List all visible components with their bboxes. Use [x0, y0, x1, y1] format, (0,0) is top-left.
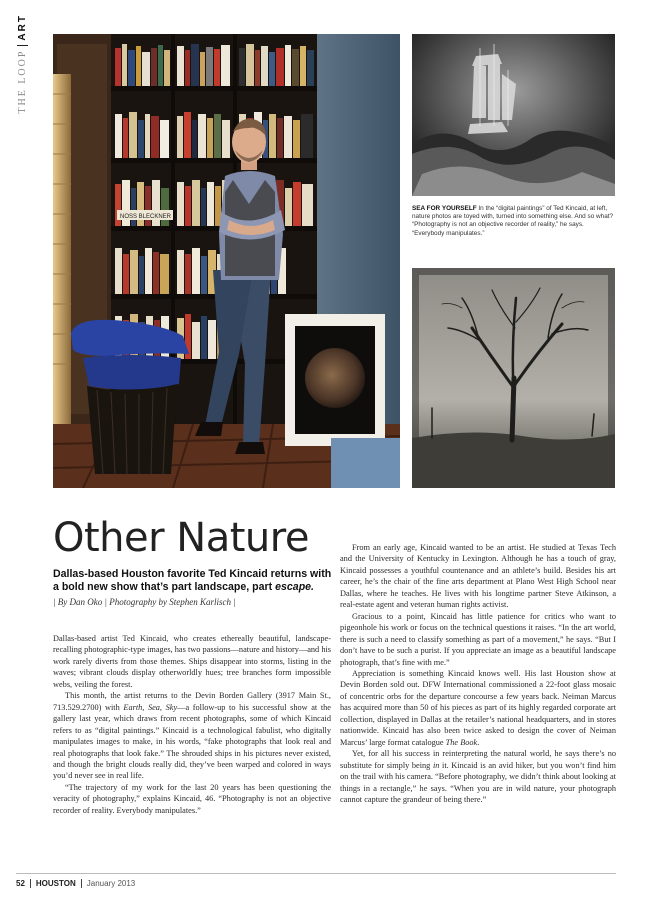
- section-divider: [17, 45, 28, 46]
- body-paragraph: Yet, for all his success in reinterpreting the natural world, he says there’s no substitute for simply being in it. Kincaid is an avid hiker, but you won’t find him on the trail with his camera. “Before photography, we didn’t think about looking at things in a rectangle,” he says. “When you are in wild nature, your photograph cannot capture the grandeur of being there.”: [340, 749, 616, 804]
- bare-tree-photo: [412, 268, 615, 488]
- body-paragraph: This month, the artist returns to the Devin Borden Gallery (3917 Main St., 713.529.2700) with Earth, Sea, Sky—a follow-up to his successful show at the gallery last year, which draws from recent photographs, some of which Kincaid refers to as “digital paintings.” Kincaid is a technological fabulist, who digitally manipulates images to make, in his words, “fake photographs that look real and real photographs that look fake.” The shrouded ships in his pictures never existed, and though the bright clouds really did, they’ve been warped and colored in ways you’d never see in real life.: [53, 691, 331, 781]
- byline-divider: |: [230, 597, 236, 607]
- byline: [53, 597, 343, 607]
- photo-caption: [412, 205, 615, 238]
- ship-in-storm-photo: [412, 34, 615, 196]
- footer-divider: [81, 879, 82, 888]
- body-column-right: [340, 542, 616, 805]
- article-dek: [53, 568, 333, 593]
- body-paragraph: “The trajectory of my work for the last 20 years has been questioning the veracity of photography,” explains Kincaid, 46. “Photography is not an objective recorder of reality. Everybody manipulates.”: [53, 782, 331, 815]
- page-number: 52: [16, 879, 25, 888]
- body-column-left: [53, 633, 331, 816]
- body-paragraph: Appreciation is something Kincaid knows well. His last Houston show at Devin Borden sold out. DFW International commissioned a 22-foot glass mosaic of concentric orbs for the departure concourse a few years back. Neiman Marcus has acquired more than 50 of his pieces as part of its highly regarded corporate art collection, displayed in Dallas at the retailer’s national headquarters, and in stores nationwide. Kincaid has also been twice asked to design the cover of Neiman Marcus’ large format catalogue The Book.: [340, 668, 616, 747]
- caption-lead: SEA FOR YOURSELF: [412, 205, 477, 212]
- byline-divider: |: [102, 597, 110, 607]
- byline-author: By Dan Oko: [57, 597, 103, 607]
- section-name: ART: [16, 14, 28, 41]
- book-spine-label: NOSS BLECKNER: [120, 214, 172, 220]
- section-tab: [14, 14, 30, 124]
- caption-text: In the “digital paintings” of Ted Kincaid, at left, nature photos are toyed with, turned into something else. And so what? “Photography is not an objective recorder of reality,” he says. “Everybody manipulates.”: [412, 205, 614, 237]
- byline-divider: |: [53, 597, 58, 607]
- magazine-name: HOUSTON: [35, 879, 76, 888]
- page-footer: [16, 879, 135, 888]
- body-paragraph: Dallas-based artist Ted Kincaid, who creates ethereally beautiful, landscape-recalling photographic-type images, has two passions—nature and history—and his work rarely diverts from those themes. Ships disappear into storms, listing in the waves; vibrant clouds display otherworldly hues; tree branches form impossible webs, veiling the forest.: [53, 634, 331, 689]
- article-headline: Other Nature: [53, 515, 309, 561]
- issue-date: January 2013: [86, 879, 136, 888]
- body-paragraph: Gracious to a point, Kincaid has little patience for critics who want to pigeonhole his work or focus on the technical questions it raises. “In the art world, there is such a need to classify something as part of a movement,” he says. “But I don’t have to be such a purist. If you appreciate an image as a beautiful landscape photograph, that’s fine with me.”: [340, 611, 616, 667]
- artist-portrait-photo: [53, 34, 400, 488]
- section-label: THE LOOP: [16, 49, 28, 114]
- footer-rule: [16, 873, 616, 874]
- body-paragraph: From an early age, Kincaid wanted to be an artist. He studied at Texas Tech and the University of Kentucky in Lexington. Although he has a touch of gray, Kincaid possesses a youthful countenance and an athlete’s build. Besides his art career, he’s the chair of the fine arts department at Plano West High School near Dallas, where he teaches. He lives with his longtime partner Steve Atkinson, a real-estate agent and veteran human rights activist.: [340, 543, 616, 610]
- footer-divider: [30, 879, 31, 888]
- byline-photographer: Photography by Stephen Karlisch: [109, 597, 231, 607]
- dek-text: Dallas-based Houston favorite Ted Kincaid returns with a bold new show that’s part landscape, part: [53, 568, 332, 593]
- dek-italic: escape.: [275, 580, 314, 593]
